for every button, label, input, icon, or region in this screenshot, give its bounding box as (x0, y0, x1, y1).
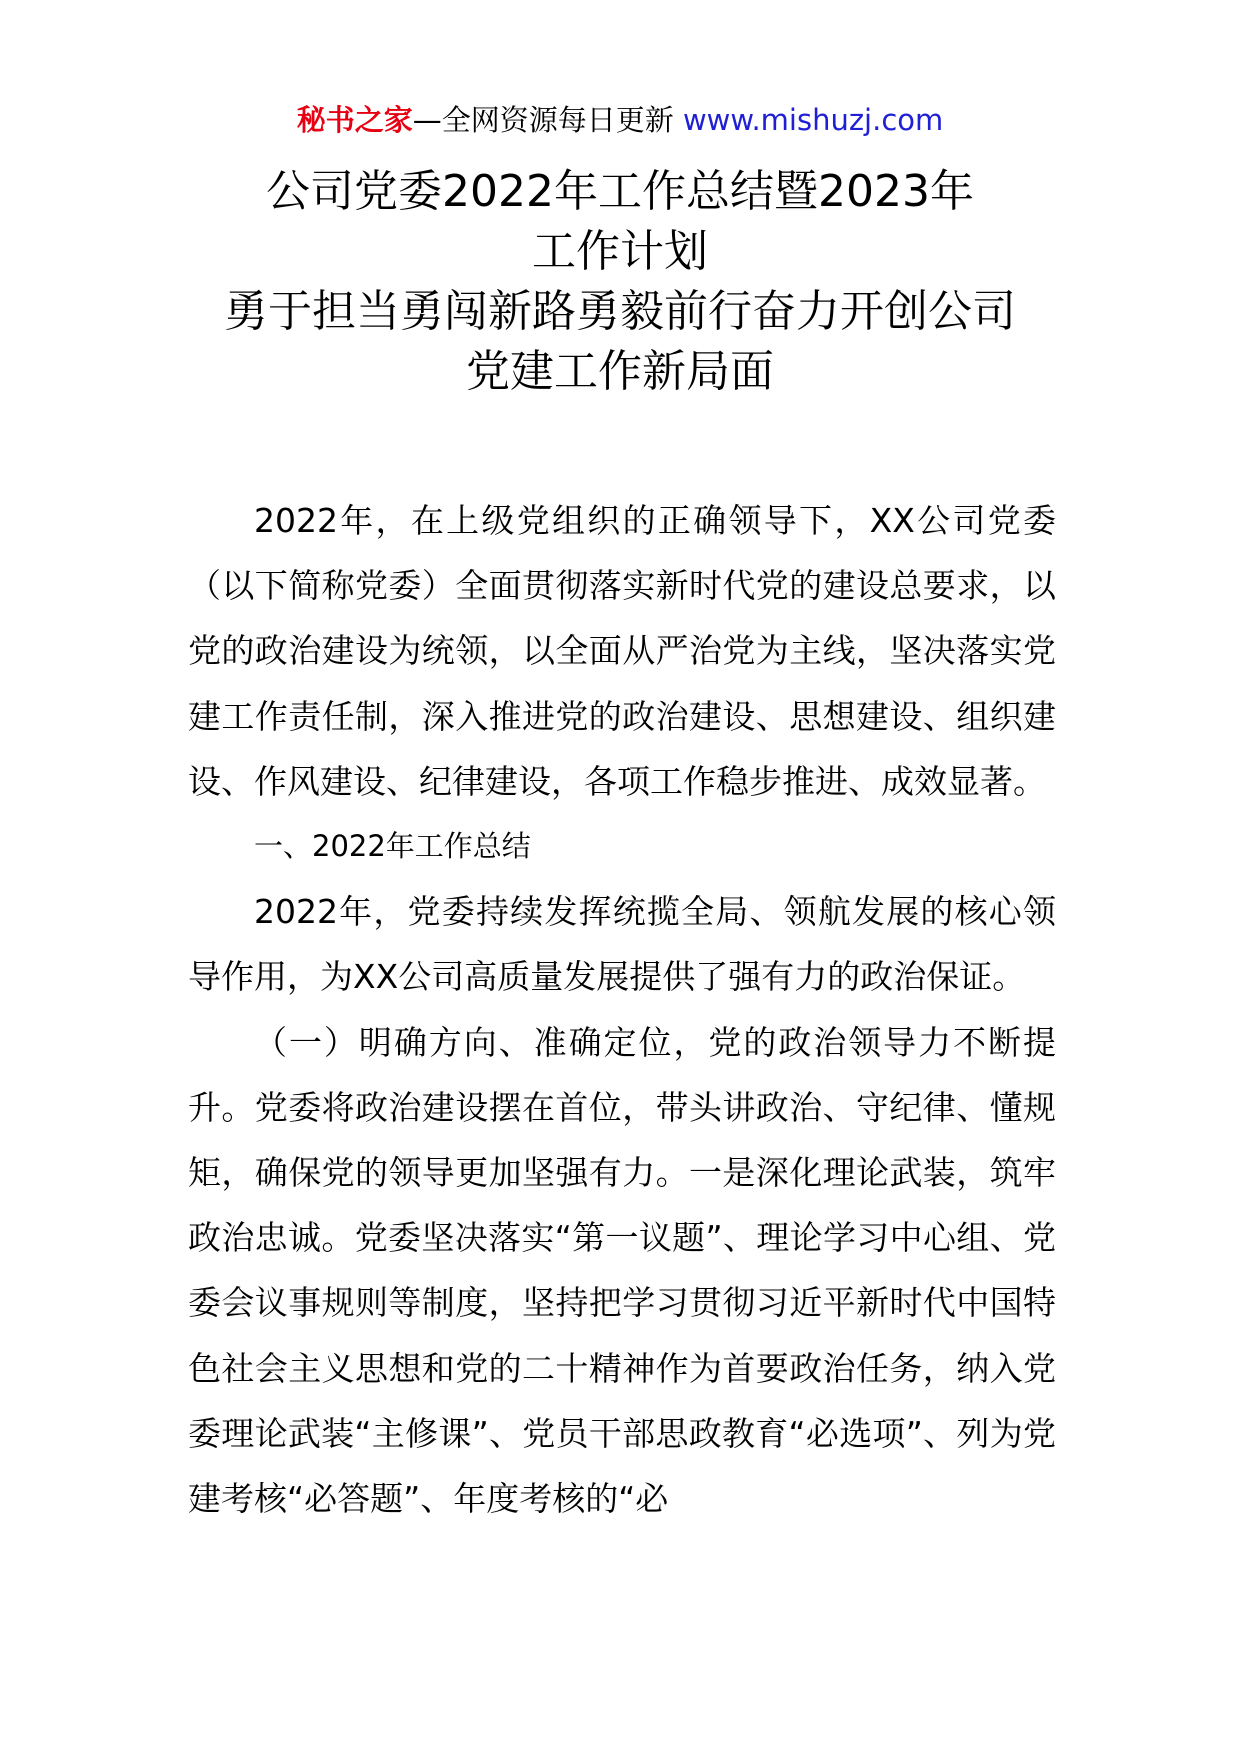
title-line-2: 工作计划 (532, 226, 708, 277)
subtitle-line-2: 党建工作新局面 (466, 346, 774, 397)
subsection-paragraph: （一）明确方向、准确定位，党的政治领导力不断提升。党委将政治建设摆在首位，带头讲政治、守纪律、懂规矩，确保党的领导更加坚强有力。一是深化理论武装，筑牢政治忠诚。党委坚决落实“第一议题”、理论学习中心组、党委会议事规则等制度，坚持把学习贯彻习近平新时代中国特色社会主义思想和党的二十精神作为首要政治任务，纳入党委理论武装“主修课”、党员干部思政教育“必选项”、列为党建考核“必答题”、年度考核的“必 (188, 1022, 1056, 1519)
subtitle-line-1: 勇于担当勇闯新路勇毅前行奋力开创公司 (224, 286, 1016, 337)
brand-name: 秘书之家 (296, 103, 413, 137)
website-link[interactable]: www.mishuzj.com (682, 103, 944, 137)
section-heading: 一、2022年工作总结 (254, 829, 531, 864)
header-tagline: —全网资源每日更新 (412, 103, 674, 137)
document-header (0, 100, 1240, 140)
intro-paragraph: 2022年，在上级党组织的正确领导下，XX公司党委（以下简称党委）全面贯彻落实新时代党的建设总要求，以党的政治建设为统领，以全面从严治党为主线，坚决落实党建工作责任制，深入推进党的政治建设、思想建设、组织建设、作风建设、纪律建设，各项工作稳步推进、成效显著。 (188, 501, 1056, 801)
summary-paragraph: 2022年，党委持续发挥统揽全局、领航发展的核心领导作用，为XX公司高质量发展提供了强有力的政治保证。 (188, 892, 1056, 997)
title-line-1: 公司党委2022年工作总结暨2023年 (266, 166, 974, 217)
document-title (160, 162, 1080, 402)
document-body (188, 488, 1056, 1531)
